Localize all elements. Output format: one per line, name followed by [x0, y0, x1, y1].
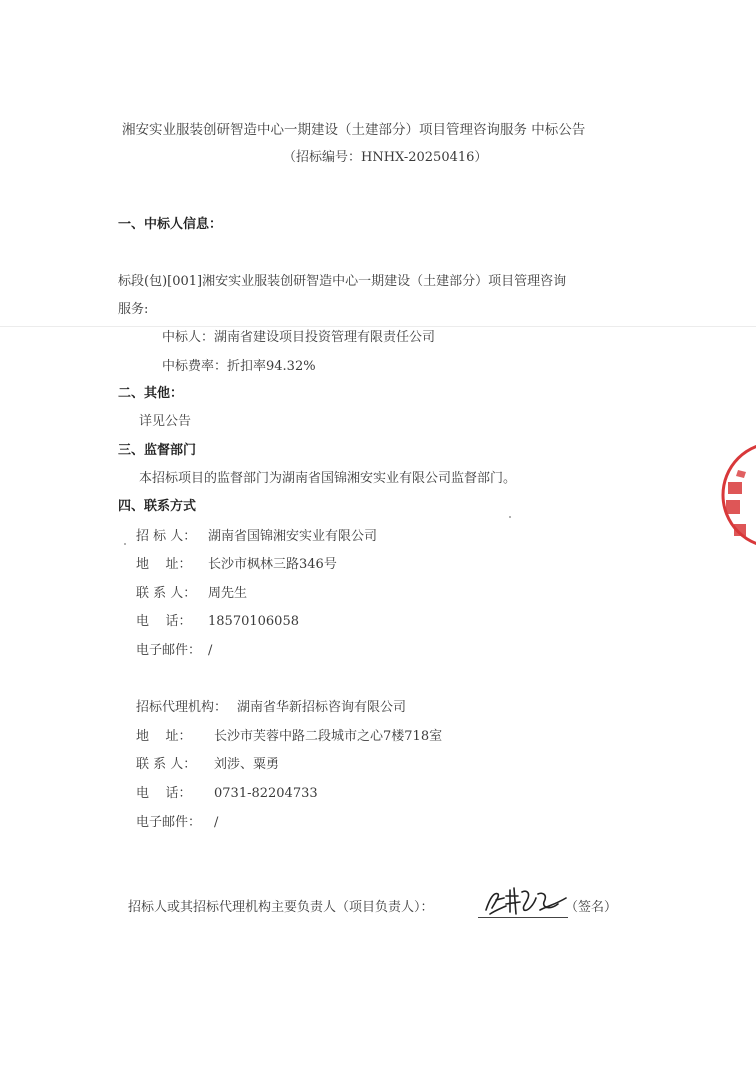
scan-speck	[124, 543, 126, 545]
agency-address-label: 地 址：	[136, 729, 192, 744]
tenderer-phone-label: 电 话：	[136, 614, 192, 629]
winner-name: 中标人：湖南省建设项目投资管理有限责任公司	[162, 330, 436, 345]
agency-phone-label: 电 话：	[136, 786, 192, 801]
scan-artifact-line	[0, 326, 756, 327]
tenderer-address-label: 地 址：	[136, 557, 192, 572]
tenderer-name: 湖南省国锦湘安实业有限公司	[208, 529, 378, 544]
section-supervision-heading: 三、监督部门	[118, 443, 197, 458]
signature-label: 招标人或其招标代理机构主要负责人（项目负责人）：	[128, 900, 434, 915]
agency-name: 湖南省华新招标咨询有限公司	[237, 700, 407, 715]
agency-contact-label: 联 系 人：	[136, 757, 197, 772]
agency-email: /	[214, 815, 219, 830]
section-winner-heading: 一、中标人信息：	[118, 217, 223, 232]
agency-address: 长沙市芙蓉中路二段城市之心7楼718室	[214, 729, 443, 744]
agency-name-label: 招标代理机构：	[136, 700, 228, 715]
tenderer-name-label: 招 标 人：	[136, 529, 197, 544]
tenderer-contact-label: 联 系 人：	[136, 586, 197, 601]
lot-description-line2: 服务:	[118, 302, 149, 317]
tenderer-email-label: 电子邮件：	[136, 643, 202, 658]
winner-rate: 中标费率：折扣率94.32%	[162, 359, 316, 374]
handwritten-signature	[480, 884, 570, 918]
tenderer-contact: 周先生	[208, 586, 248, 601]
tenderer-email: /	[208, 643, 213, 658]
scan-speck	[509, 516, 511, 518]
official-seal	[720, 440, 756, 550]
agency-phone: 0731-82204733	[214, 786, 318, 801]
signature-line	[478, 917, 568, 918]
tender-number: （招标编号：HNHX-20250416）	[283, 150, 488, 165]
section-other-heading: 二、其他：	[118, 386, 184, 401]
tenderer-phone: 18570106058	[208, 614, 299, 629]
supervision-text: 本招标项目的监督部门为湖南省国锦湘安实业有限公司监督部门。	[139, 471, 517, 486]
agency-contact: 刘涉、粟勇	[214, 757, 280, 772]
tenderer-address: 长沙市枫林三路346号	[208, 557, 337, 572]
other-text: 详见公告	[139, 414, 192, 429]
signature-suffix: （签名）	[565, 900, 618, 915]
lot-description-line1: 标段(包)[001]湘安实业服装创研智造中心一期建设（土建部分）项目管理咨询	[118, 274, 567, 289]
notice-title: 湘安实业服装创研智造中心一期建设（土建部分）项目管理咨询服务 中标公告	[122, 122, 586, 138]
section-contact-heading: 四、联系方式	[118, 499, 197, 514]
agency-email-label: 电子邮件：	[136, 815, 202, 830]
